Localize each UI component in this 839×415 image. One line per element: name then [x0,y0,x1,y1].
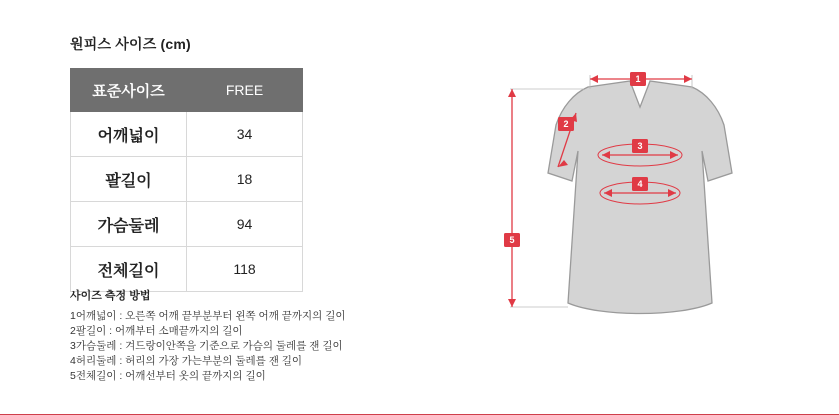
marker-3-label: 3 [637,141,643,151]
note-line-4: 4허리둘레 : 허리의 가장 가는부분의 둘레를 잰 길이 [70,355,303,367]
row-value-total-length: 118 [187,247,303,292]
measurement-notes [70,287,490,384]
table-header-free: FREE [187,69,303,112]
row-label-shoulder: 어깨넓이 [71,112,187,157]
size-table [70,68,303,292]
row-value-sleeve: 18 [187,157,303,202]
note-line-2: 2팔길이 : 어깨부터 소매끝까지의 길이 [70,325,243,337]
marker-4-label: 4 [637,179,643,189]
note-line-1: 1어깨넓이 : 오른쪽 어깨 끝부분부터 왼쪽 어깨 끝까지의 길이 [70,310,346,322]
note-line-3: 3가슴둘레 : 겨드랑이안쪽을 기준으로 가슴의 둘레를 잰 길이 [70,340,343,352]
marker-2-label: 2 [563,119,569,129]
row-label-total-length: 전체길이 [71,247,187,292]
row-value-chest: 94 [187,202,303,247]
table-row [71,112,303,157]
marker-5-label: 5 [509,235,515,245]
table-body [71,112,303,292]
table-row [71,202,303,247]
table-header-standard-size: 표준사이즈 [71,69,187,112]
marker-1-label: 1 [635,74,641,84]
row-label-chest: 가슴둘레 [71,202,187,247]
dress-measurement-diagram [480,55,800,345]
notes-heading: 사이즈 측정 방법 [70,290,151,302]
marker-5-total-length [504,89,520,307]
table-header [71,69,303,112]
row-value-shoulder: 34 [187,112,303,157]
table-row [71,157,303,202]
table-header-row [71,69,303,112]
table-row [71,247,303,292]
row-label-sleeve: 팔길이 [71,157,187,202]
note-line-5: 5전체길이 : 어깨선부터 옷의 끝까지의 길이 [70,370,266,382]
page-title: 원피스 사이즈 (cm) [70,36,191,52]
